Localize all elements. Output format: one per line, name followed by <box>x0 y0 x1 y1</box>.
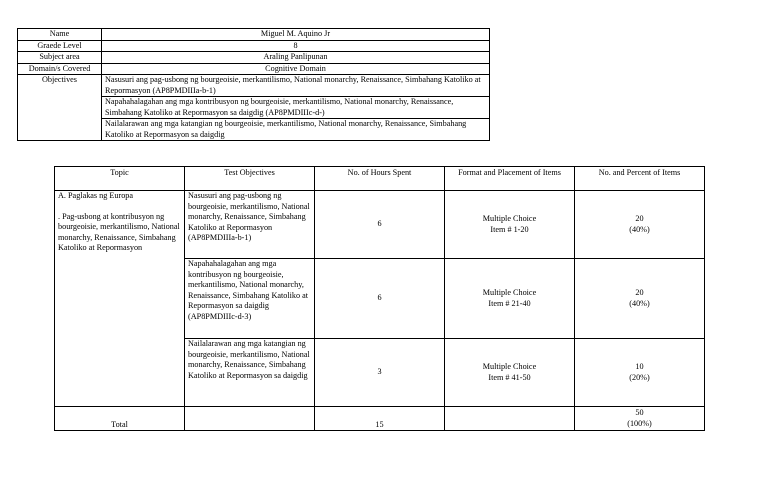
items-1 <box>575 191 705 259</box>
total-hours: 15 <box>315 407 445 431</box>
hours-3: 3 <box>315 339 445 407</box>
header-format: Format and Placement of Items <box>445 167 575 191</box>
format-3 <box>445 339 575 407</box>
spec-row-1 <box>55 191 705 259</box>
placement-3: Item # 41-50 <box>488 372 531 382</box>
placement-2: Item # 21-40 <box>488 298 531 308</box>
test-objective-2: Napahahalagahan ang mga kontribusyon ng bourgeoisie, merkantilismo, National monarchy, Renaissance, Simbahang Katoliko at Repormasyon sa daigdig (AP8PMDIIIc-d-3) <box>185 259 315 339</box>
items-3 <box>575 339 705 407</box>
subject-label: Subject area <box>18 52 102 64</box>
info-row-objective-1 <box>18 75 490 97</box>
header-hours: No. of Hours Spent <box>315 167 445 191</box>
total-items <box>575 407 705 431</box>
item-percent-2: (40%) <box>629 298 650 308</box>
specification-table <box>54 166 705 431</box>
info-row-subject <box>18 52 490 64</box>
info-table <box>17 28 490 141</box>
topic-detail: . Pag-usbong at kontribusyon ng bourgeoisie, merkantilismo, National monarchy, Renaissance, Simbahang Katoliko at Repormasyon <box>58 211 180 252</box>
header-topic: Topic <box>55 167 185 191</box>
item-percent-3: (20%) <box>629 372 650 382</box>
name-value: Miguel M. Aquino Jr <box>102 29 490 41</box>
info-row-name <box>18 29 490 41</box>
subject-value: Araling Panlipunan <box>102 52 490 64</box>
total-item-percent: (100%) <box>627 418 652 428</box>
total-label: Total <box>55 407 185 431</box>
objective-1: Nasusuri ang pag-usbong ng bourgeoisie, merkantilismo, National monarchy, Renaissance, Simbahang Katoliko at Repormasyon (AP8PMDIIIa-b-1) <box>102 75 490 97</box>
total-objectives-empty <box>185 407 315 431</box>
total-item-count: 50 <box>635 408 644 417</box>
grade-value: 8 <box>102 40 490 52</box>
format-type-3: Multiple Choice <box>482 362 537 371</box>
test-objective-3: Nailalarawan ang mga katangian ng bourgeoisie, merkantilismo, National monarchy, Renaissance, Simbahang Katoliko at Repormasyon sa daigdig <box>185 339 315 407</box>
objective-2: Napahahalagahan ang mga kontribusyon ng bourgeoisie, merkantilismo, National monarchy, Renaissance, Simbahang Katoliko at Repormasyon sa daigdig (AP8PMDIIIc-d-) <box>102 97 490 119</box>
item-count-1: 20 <box>635 214 644 223</box>
item-percent-1: (40%) <box>629 224 650 234</box>
placement-1: Item # 1-20 <box>490 224 529 234</box>
topic-cell <box>55 191 185 407</box>
item-count-3: 10 <box>635 362 644 371</box>
format-type-2: Multiple Choice <box>482 288 537 297</box>
spec-total-row <box>55 407 705 431</box>
name-label: Name <box>18 29 102 41</box>
hours-2: 6 <box>315 259 445 339</box>
header-test-objectives: Test Objectives <box>185 167 315 191</box>
domain-label: Domain/s Covered <box>18 63 102 75</box>
test-objective-1: Nasusuri ang pag-usbong ng bourgeoisie, merkantilismo, National monarchy, Renaissance, Simbahang Katoliko at Repormasyon (AP8PMDIIIa-b-1) <box>185 191 315 259</box>
topic-title: A. Paglakas ng Europa <box>58 191 134 200</box>
items-2 <box>575 259 705 339</box>
spec-header-row <box>55 167 705 191</box>
info-row-domain <box>18 63 490 75</box>
objective-3: Nailalarawan ang mga katangian ng bourgeoisie, merkantilismo, National monarchy, Renaissance, Simbahang Katoliko at Repormasyon sa daigdig <box>102 119 490 141</box>
total-format-empty <box>445 407 575 431</box>
info-row-grade <box>18 40 490 52</box>
item-count-2: 20 <box>635 288 644 297</box>
header-items: No. and Percent of Items <box>575 167 705 191</box>
hours-1: 6 <box>315 191 445 259</box>
format-2 <box>445 259 575 339</box>
grade-label: Graede Level <box>18 40 102 52</box>
format-1 <box>445 191 575 259</box>
format-type-1: Multiple Choice <box>482 214 537 223</box>
objectives-label: Objectives <box>18 75 102 141</box>
domain-value: Cognitive Domain <box>102 63 490 75</box>
